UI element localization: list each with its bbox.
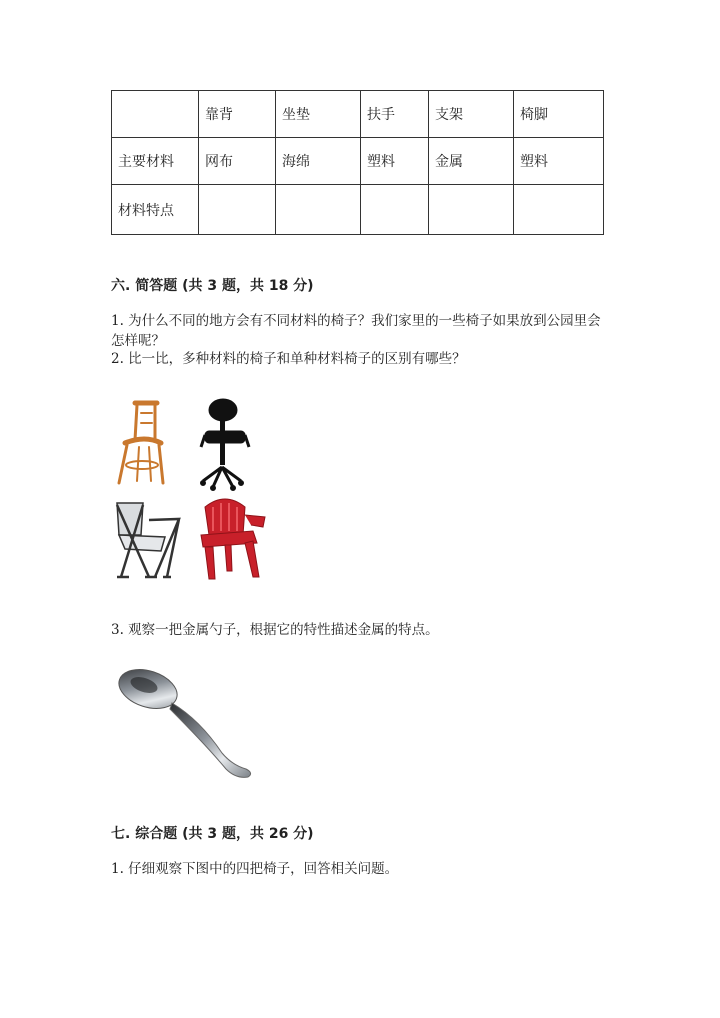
question-6-2: 2. 比一比，多种材料的椅子和单种材料椅子的区别有哪些？ [111,351,466,367]
table-cell: 塑料 [514,138,604,185]
table-cell: 塑料 [361,138,429,185]
question-6-3: 3. 观察一把金属勺子，根据它的特性描述金属的特点。 [111,622,439,638]
answer-cell[interactable] [361,185,429,235]
section-6-title: 六. 简答题 (共 3 题，共 18 分) [111,278,314,294]
answer-cell[interactable] [514,185,604,235]
answer-cell[interactable] [276,185,361,235]
table-cell: 主要材料 [112,138,199,185]
red-plastic-chair-image [201,499,265,579]
table-cell: 椅脚 [514,91,604,138]
table-cell: 坐垫 [276,91,361,138]
table-row [112,138,604,185]
wooden-chair-image [119,403,163,483]
metal-spoon-image [110,665,260,785]
question-7-1: 1. 仔细观察下图中的四把椅子，回答相关问题。 [111,861,399,877]
materials-table [111,90,604,235]
table-cell: 扶手 [361,91,429,138]
table-cell: 支架 [429,91,514,138]
table-cell: 靠背 [199,91,276,138]
answer-cell[interactable] [429,185,514,235]
table-row [112,185,604,235]
table-cell [112,91,199,138]
section-7-title: 七. 综合题 (共 3 题，共 26 分) [111,826,314,842]
table-cell: 海绵 [276,138,361,185]
folding-camp-chair-image [117,503,179,577]
table-cell: 网布 [199,138,276,185]
table-header-row [112,91,604,138]
answer-cell[interactable] [199,185,276,235]
question-6-1: 1. 为什么不同的地方会有不同材料的椅子？我们家里的一些椅子如果放到公园里会怎样呢？ [111,313,601,349]
four-chairs-figure [105,395,275,585]
table-cell: 金属 [429,138,514,185]
table-cell: 材料特点 [112,185,199,235]
office-chair-image [201,399,250,491]
